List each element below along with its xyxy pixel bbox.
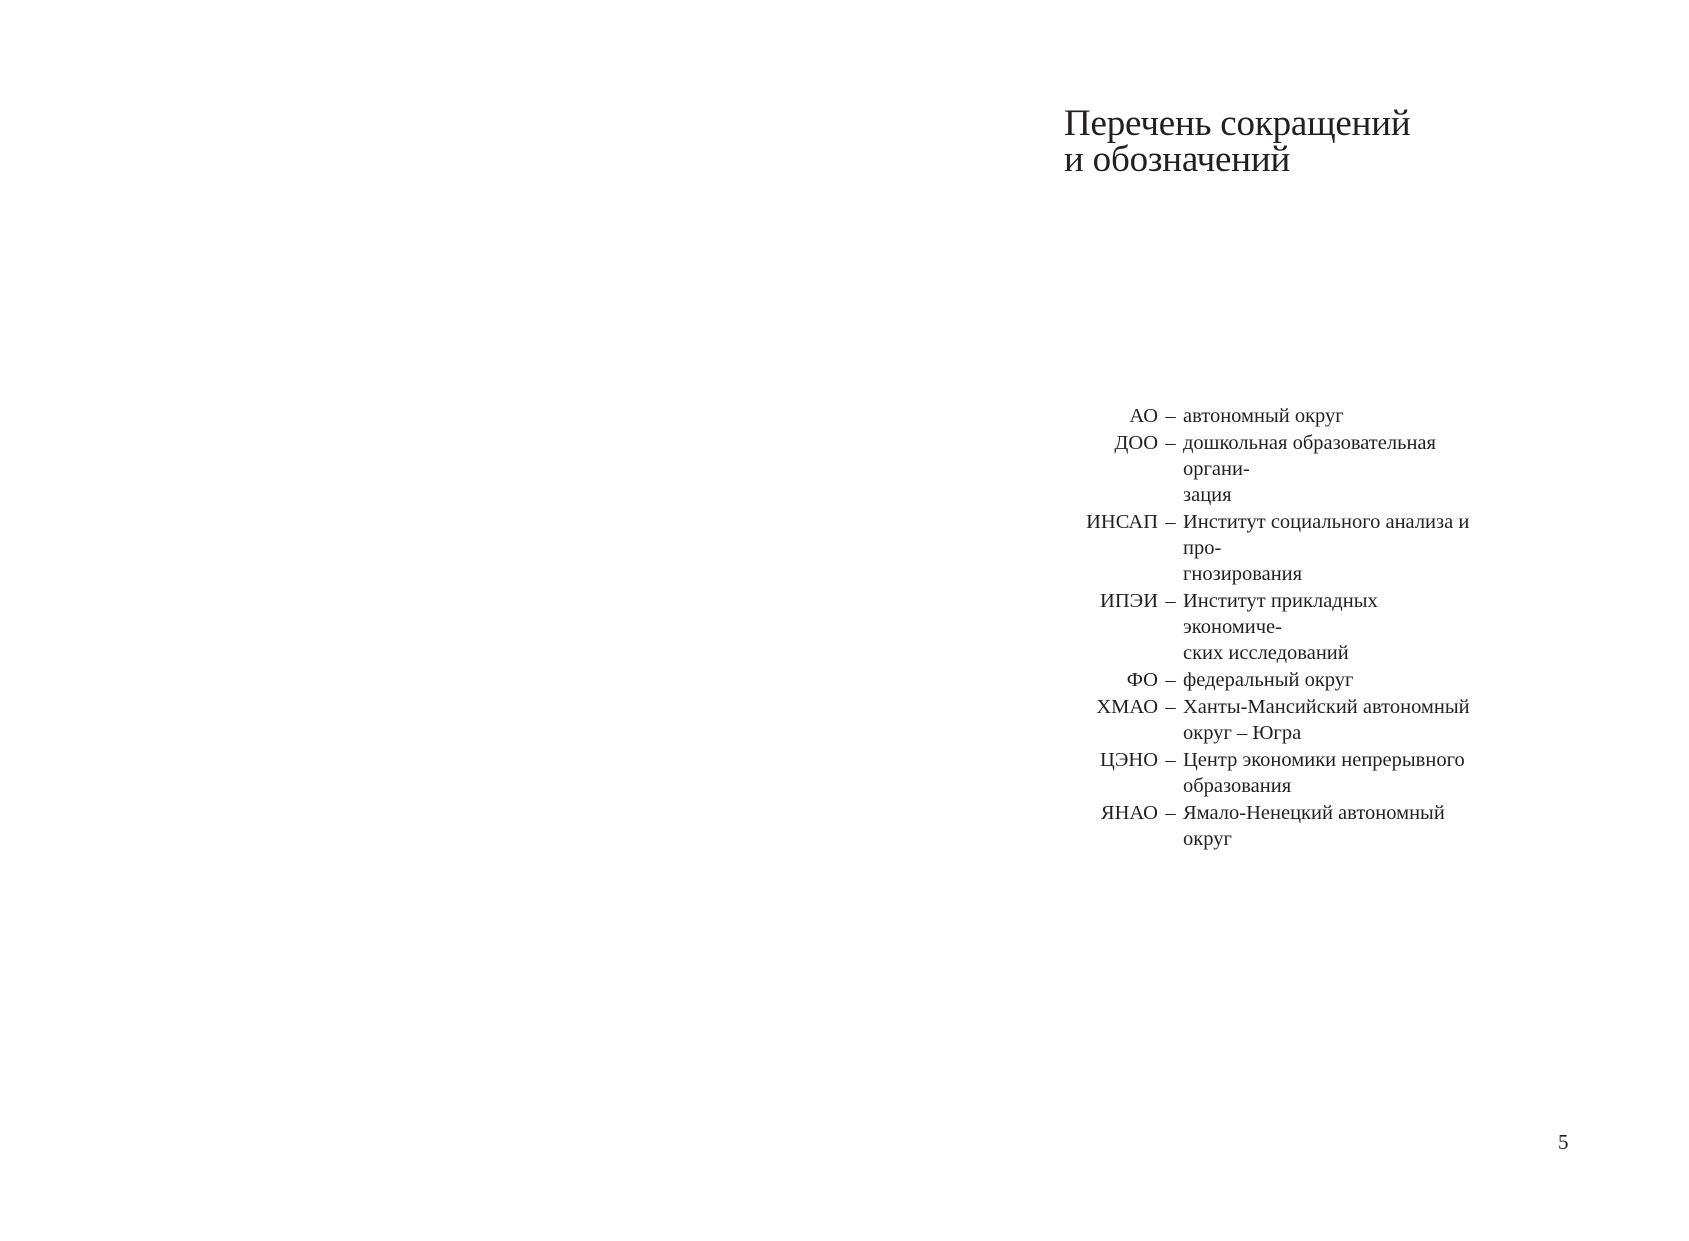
abbreviation-definition: Институт социального анализа и про- гнозирования bbox=[1183, 511, 1470, 585]
abbreviation-entry bbox=[1064, 667, 1474, 693]
abbreviation-definition: Институт прикладных экономиче- ских исследований bbox=[1183, 590, 1378, 664]
abbreviation-entry bbox=[1064, 694, 1474, 746]
page-title-line-2: и обозначений bbox=[1064, 139, 1291, 180]
abbreviation-term: ИПЭИ bbox=[1100, 590, 1158, 612]
abbreviation-entry bbox=[1064, 747, 1474, 799]
abbreviation-entry bbox=[1064, 509, 1474, 587]
abbreviation-definition: дошкольная образовательная органи- зация bbox=[1183, 432, 1436, 506]
abbreviation-term: ДОО bbox=[1114, 432, 1158, 454]
abbreviation-dash: – bbox=[1165, 405, 1176, 427]
page-number: 5 bbox=[1558, 1130, 1569, 1154]
abbreviation-dash: – bbox=[1165, 696, 1176, 718]
abbreviation-definition: автономный округ bbox=[1183, 405, 1344, 427]
abbreviation-definition: Центр экономики непрерывного образования bbox=[1183, 749, 1465, 797]
abbreviation-dash: – bbox=[1165, 749, 1176, 771]
abbreviation-dash: – bbox=[1165, 669, 1176, 691]
abbreviation-term: ФО bbox=[1126, 669, 1158, 691]
abbreviation-dash: – bbox=[1165, 802, 1176, 824]
left-page-blank bbox=[0, 0, 844, 1241]
abbreviation-list bbox=[1064, 403, 1474, 853]
abbreviation-definition: федеральный округ bbox=[1183, 669, 1354, 691]
abbreviation-definition: Ямало-Ненецкий автономный округ bbox=[1183, 802, 1445, 850]
abbreviation-entry bbox=[1064, 403, 1474, 429]
abbreviation-definition: Ханты-Мансийский автономный округ – Югра bbox=[1183, 696, 1470, 744]
abbreviation-term: ЦЭНО bbox=[1100, 749, 1158, 771]
abbreviation-term: АО bbox=[1129, 405, 1158, 427]
abbreviation-entry bbox=[1064, 800, 1474, 852]
abbreviation-dash: – bbox=[1165, 511, 1176, 533]
abbreviation-dash: – bbox=[1165, 432, 1176, 454]
right-page bbox=[844, 0, 1689, 1241]
abbreviation-entry bbox=[1064, 430, 1474, 508]
page-title bbox=[1064, 103, 1411, 180]
abbreviation-term: ХМАО bbox=[1096, 696, 1158, 718]
page-title-line-1: Перечень сокращений bbox=[1064, 103, 1411, 144]
abbreviation-dash: – bbox=[1165, 590, 1176, 612]
abbreviation-entry bbox=[1064, 588, 1474, 666]
abbreviation-term: ЯНАО bbox=[1100, 802, 1158, 824]
abbreviation-term: ИНСАП bbox=[1086, 511, 1158, 533]
